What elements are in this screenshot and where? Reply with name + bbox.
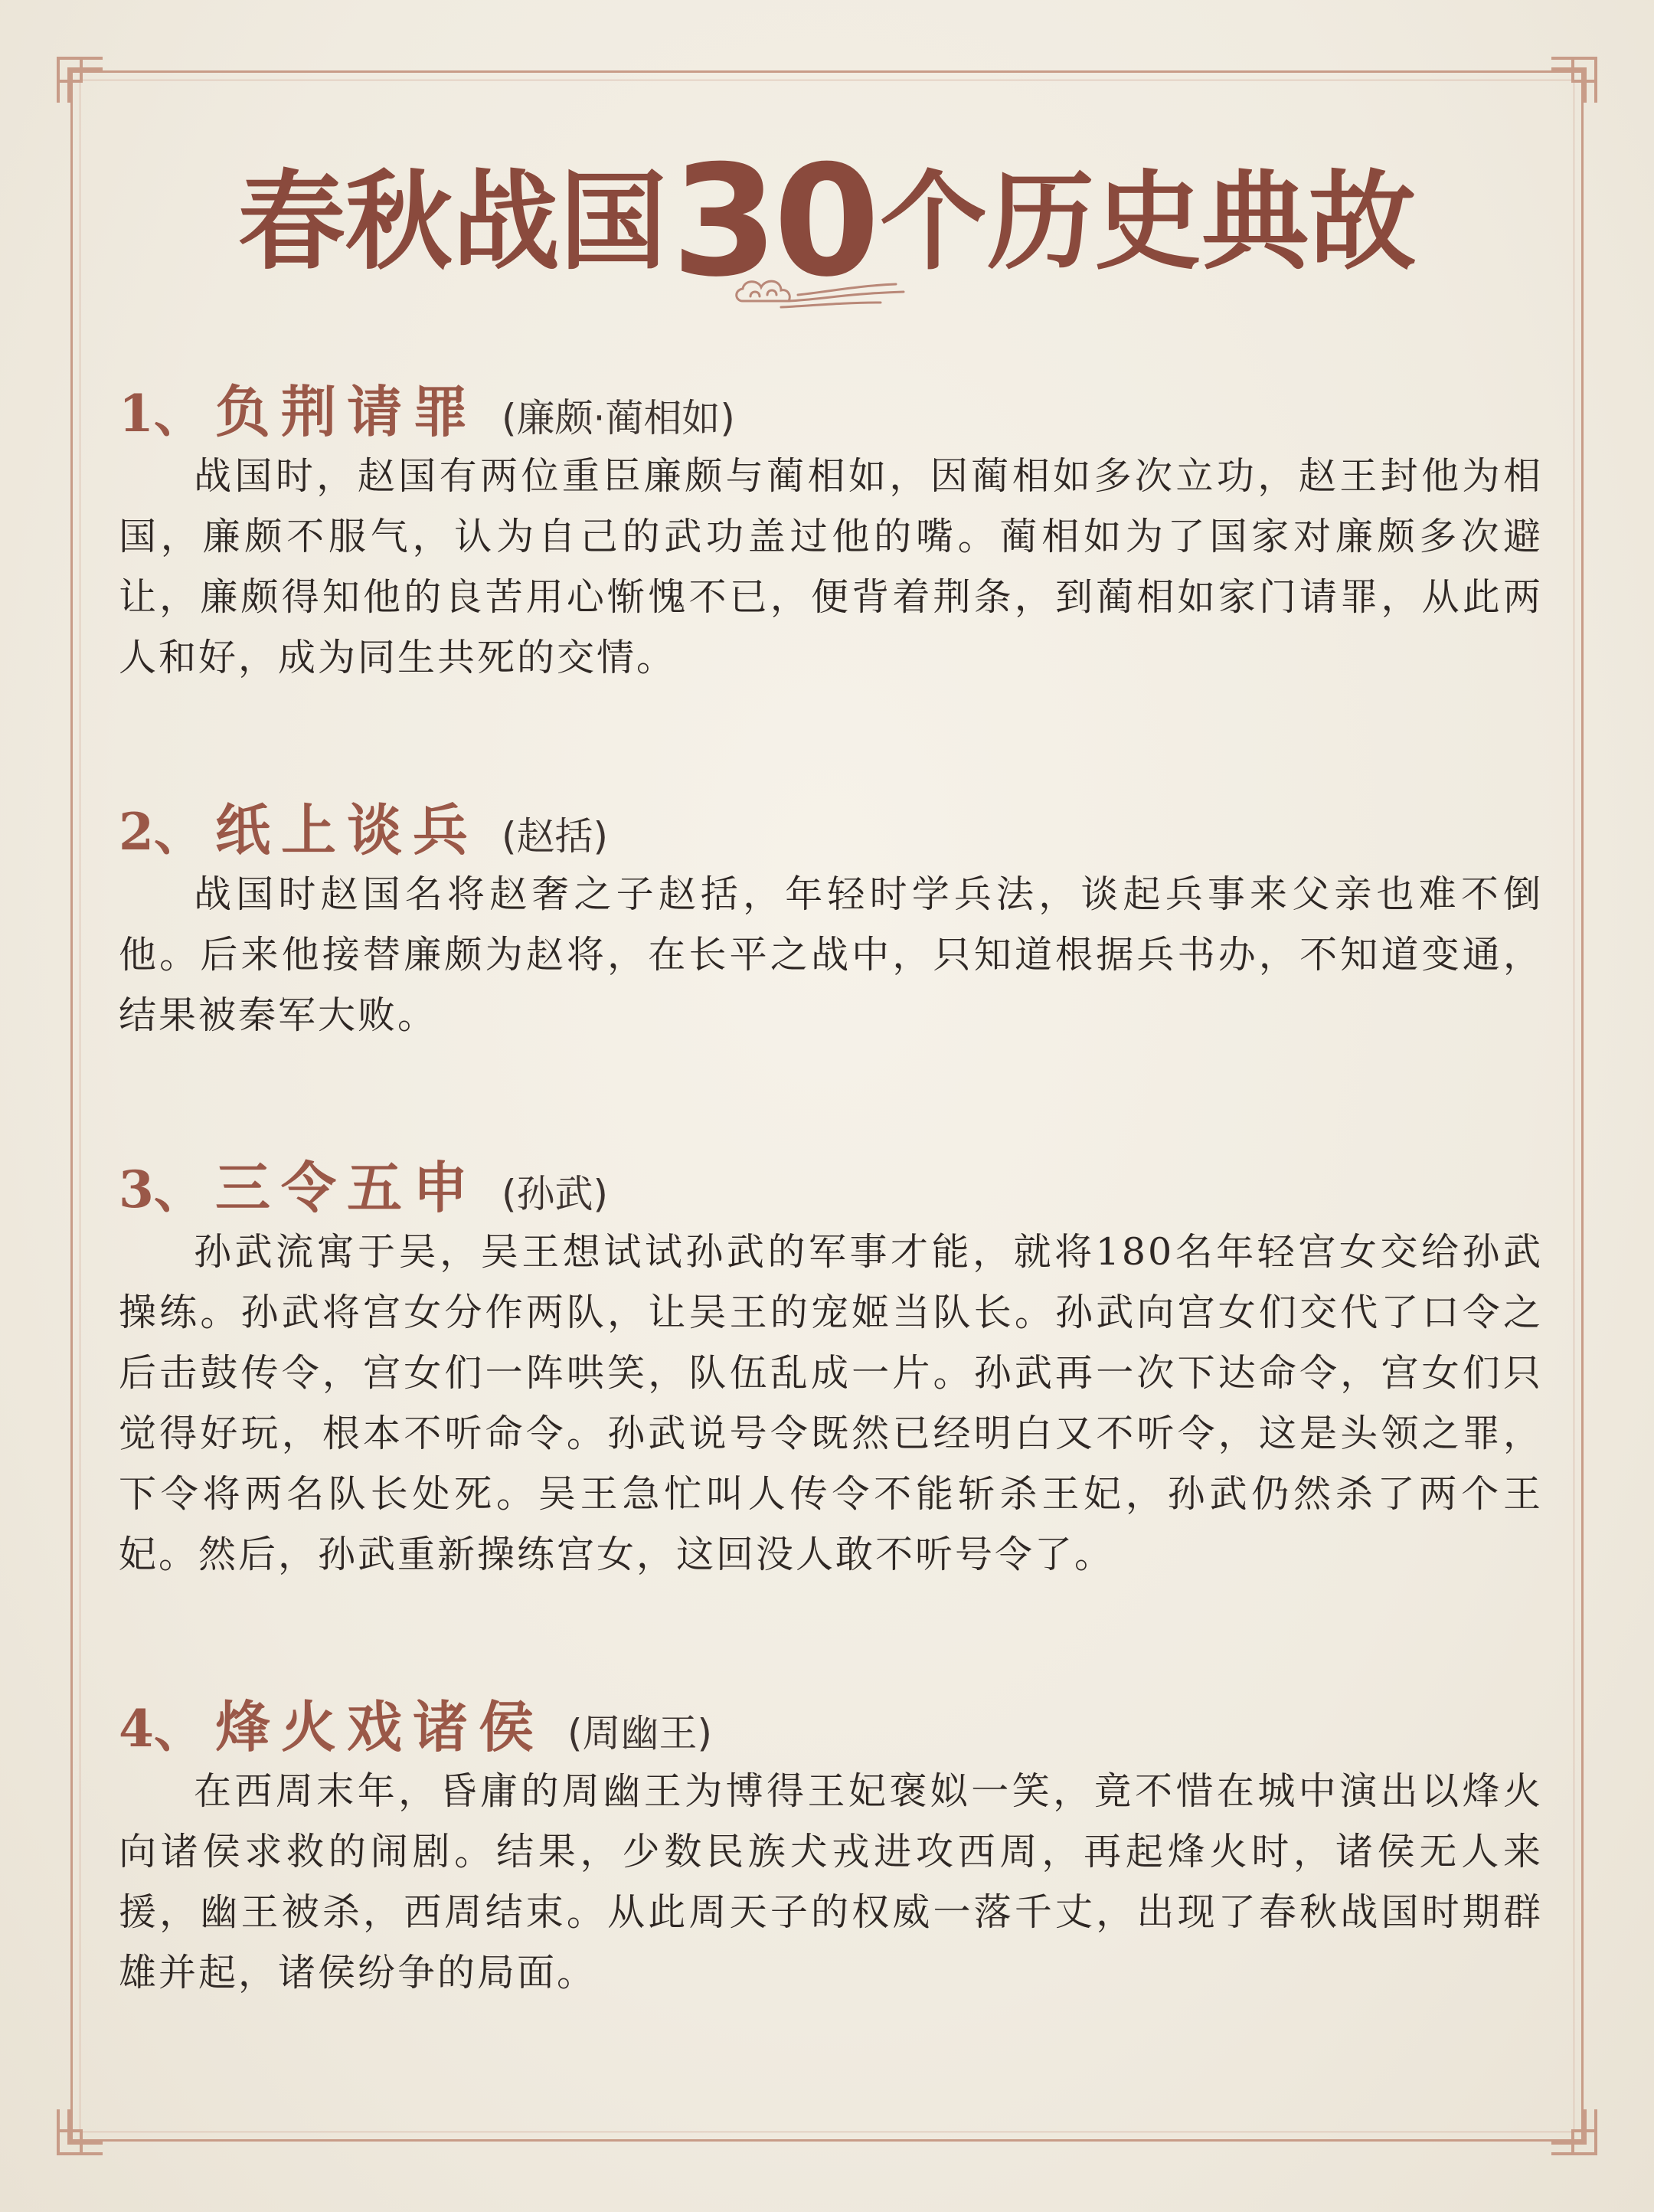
story-body: 在西周末年，昏庸的周幽王为博得王妃褒姒一笑，竟不惜在城中演出以烽火向诸侯求救的闹剧。结果，少数民族犬戎进攻西周，再起烽火时，诸侯无人来援，幽王被杀，西周结束。从此周天子的权威一落千丈，出现了春秋战国时期群雄并起，诸侯纷争的局面。 (119, 1769, 1543, 1994)
story-people: (孙武) (501, 1172, 608, 1216)
story-heading (119, 786, 1543, 862)
corner-ornament-icon (55, 55, 106, 106)
story-number: 4、 (119, 1699, 204, 1759)
story-body: 战国时赵国名将赵奢之子赵括，年轻时学兵法，谈起兵事来父亲也难不倒他。后来他接替廉颇为赵将，在长平之战中，只知道根据兵书办，不知道变通，结果被秦军大败。 (119, 872, 1543, 1037)
story-item (119, 786, 1543, 1045)
cloud-ornament-icon (727, 257, 911, 318)
story-heading (119, 1683, 1543, 1759)
corner-ornament-icon (1548, 55, 1599, 106)
title-number: 30 (671, 133, 876, 311)
story-item (119, 368, 1543, 688)
story-item (119, 1683, 1543, 2003)
story-body: 孙武流寓于吴，吴王想试试孙武的军事才能，就将180名年轻宫女交给孙武操练。孙武将宫女分作两队，让吴王的宠姬当队长。孙武向宫女们交代了口令之后击鼓传令，宫女们一阵哄笑，队伍乱成一片。孙武再一次下达命令，宫女们只觉得好玩，根本不听命令。孙武说号令既然已经明白又不听令，这是头领之罪，下令将两名队长处死。吴王急忙叫人传令不能斩杀王妃，孙武仍然杀了两个王妃。然后，孙武重新操练宫女，这回没人敢不听号令了。 (119, 1230, 1543, 1576)
story-title: 三令五申 (214, 1155, 479, 1220)
story-title: 纸上谈兵 (214, 797, 479, 862)
story-list (119, 368, 1543, 2101)
story-people: (赵括) (501, 814, 608, 859)
story-title: 负荆请罪 (214, 379, 479, 444)
story-number: 2、 (119, 802, 204, 862)
story-number: 1、 (119, 384, 204, 443)
story-body: 战国时，赵国有两位重臣廉颇与蔺相如，因蔺相如多次立功，赵王封他为相国，廉颇不服气，认为自己的武功盖过他的嘴。蔺相如为了国家对廉颇多次避让，廉颇得知他的良苦用心惭愧不已，便背着荆条，到蔺相如家门请罪，从此两人和好，成为同生共死的交情。 (119, 454, 1543, 679)
story-number: 3、 (119, 1160, 204, 1219)
story-people: (廉颇·蔺相如) (501, 396, 735, 440)
corner-ornament-icon (55, 2106, 106, 2157)
title-suffix: 个历史典故 (880, 159, 1417, 285)
story-title: 烽火戏诸侯 (214, 1694, 544, 1759)
story-item (119, 1144, 1543, 1585)
story-people: (周幽王) (567, 1711, 712, 1756)
story-heading (119, 368, 1543, 444)
title-prefix: 春秋战国 (237, 159, 667, 285)
story-heading (119, 1144, 1543, 1220)
corner-ornament-icon (1548, 2106, 1599, 2157)
